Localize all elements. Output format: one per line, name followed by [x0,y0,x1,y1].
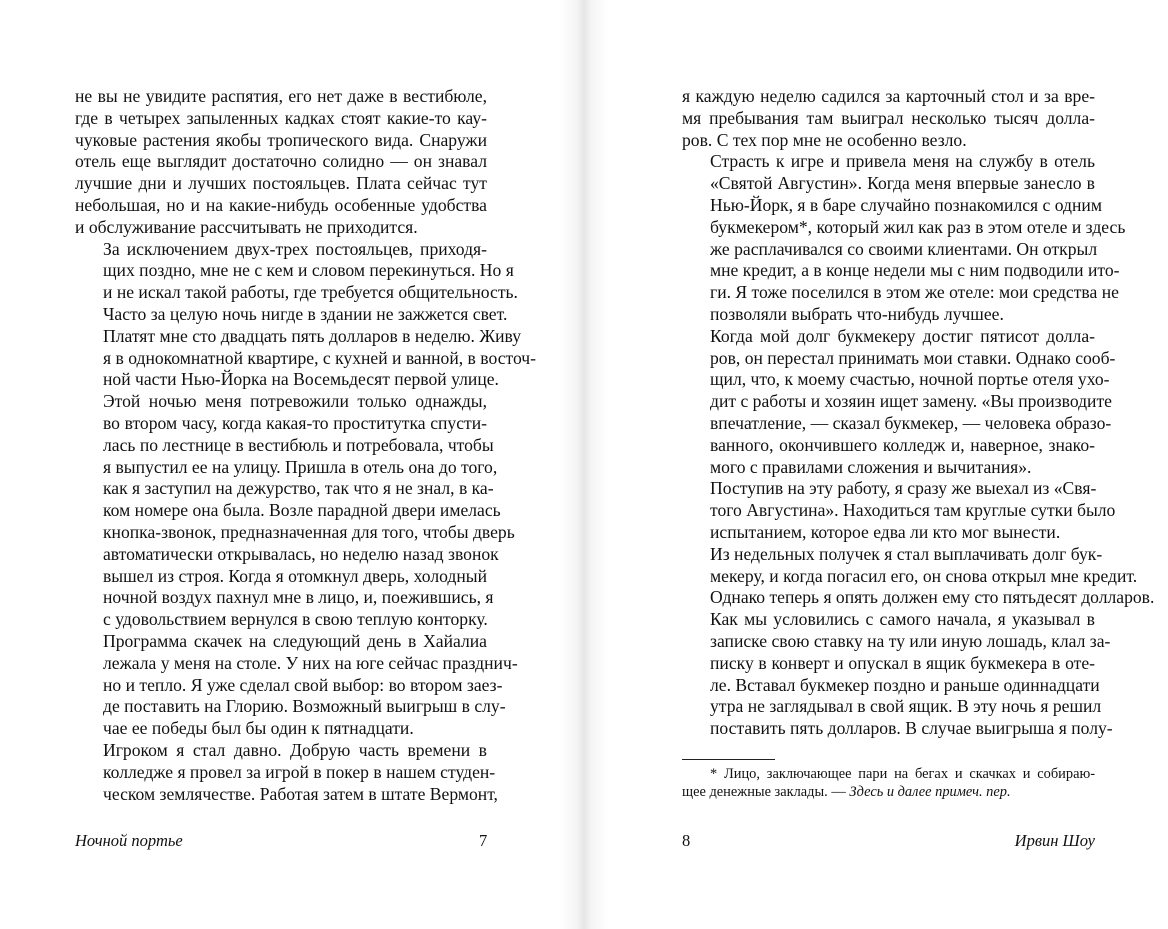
right-page [584,0,1168,929]
right-page-number: 8 [682,831,691,850]
text-line: и не искал такой работы, где требуется общительность. [103,282,518,303]
text-line: Нью-Йорк, я в баре случайно познакомился с одним [710,194,1102,215]
footnote-attribution: Здесь и далее примеч. пер. [849,784,1011,800]
text-line: утра не заглядывал в свой ящик. В эту ночь я решил [710,696,1102,717]
text-line: ванного, окончившего колледж и, наверное, знако- [710,434,1095,455]
text-line: ночной воздух пахнул мне в лицо, и, поежившись, я [103,587,494,608]
text-line: впечатление, — сказал букмекер, — человека образо- [710,412,1112,433]
paragraph [75,391,515,631]
paragraph [75,238,518,326]
text-line: поставить пять долларов. В случае выигрыша я полу- [710,718,1113,739]
text-line: Игроком я стал давно. Добрую часть времени в [103,739,487,760]
footnote-text: щее денежные заклады. — [682,784,850,800]
text-line: «Святой Августин». Когда меня впервые занесло в [710,173,1095,194]
paragraph [682,151,1126,325]
text-line: ров, он перестал принимать мои ставки. Однако сооб- [710,347,1116,368]
text-line: лась по лестнице в вестибюль и потребовала, чтобы [103,434,494,455]
text-line: щих поздно, мне не с кем и словом перекинуться. Но я [103,260,514,281]
text-line: де поставить на Глорию. Возможный выигрыш в слу- [103,696,506,717]
text-line: ров. С тех пор мне не особенно везло. [682,129,967,150]
footnote-separator [682,759,775,760]
left-page-body-text [75,86,537,805]
text-line: щил, что, к моему счастью, ночной портье отеля ухо- [710,369,1110,390]
text-line: с удовольствием вернулся в свою теплую конторку. [103,609,488,630]
footnote-line-2 [682,783,1095,801]
book-gutter-shadow [560,0,608,929]
text-line: но и тепло. Я уже сделал свой выбор: во втором заез- [103,674,503,695]
text-line: где в четырех запыленных кадках стоят какие-то кау- [75,107,487,128]
text-line: не вы не увидите распятия, его нет даже в вестибюле, [75,86,487,106]
text-line: позволяли выбрать что-нибудь лучшее. [710,303,1004,324]
paragraph [682,543,1155,609]
text-line: писку в конверт и опускал в ящик букмекера в оте- [710,652,1095,673]
text-line: же расплачивался со своими клиентами. Он открыл [710,238,1098,259]
left-page-number: 7 [479,831,488,850]
text-line: лучшие дни и лучших постояльцев. Плата сейчас тут [75,173,487,194]
text-line: Однако теперь я опять должен ему сто пятьдесят долларов. [710,587,1155,608]
paragraph [75,325,537,391]
paragraph [75,739,498,805]
text-line: записке свою ставку на ту или иную лошадь, клал за- [710,630,1111,651]
text-line: я каждую неделю садился за карточный стол и за вре- [682,86,1095,106]
text-line: мекеру, и когда погасил его, он снова открыл мне кредит. [710,565,1138,586]
text-line: во втором часу, когда какая-то проститутка спусти- [103,412,487,433]
text-line: Из недельных получек я стал выплачивать долг бук- [710,543,1103,564]
right-page-running-title: Ирвин Шоу [1014,831,1095,850]
text-line: Часто за целую ночь нигде в здании не зажжется свет. [103,303,508,324]
text-line: и обслуживание рассчитывать не приходится. [75,216,418,237]
text-line: Как мы условились с самого начала, я указывал в [710,609,1095,630]
footnote-line-1: * Лицо, заключающее пари на бегах и скачках и собираю- [710,766,1095,782]
left-page-running-title: Ночной портье [75,831,183,850]
text-line: вышел из строя. Когда я отомкнул дверь, холодный [103,565,487,586]
text-line: кнопка-звонок, предназначенная для того, чтобы дверь [103,521,515,542]
text-line: ной части Нью-Йорка на Восемьдесят первой улице. [103,369,499,390]
text-line: ческом землячестве. Работая затем в штате Вермонт, [103,783,498,804]
text-line: букмекером*, который жил как раз в этом отеле и здесь [710,216,1126,237]
right-page-body-text [682,86,1155,740]
text-line: лежала у меня на столе. У них на юге сейчас празднич- [103,652,518,673]
text-line: как я заступил на дежурство, так что я не знал, в ка- [103,478,494,499]
text-line: мне кредит, а в конце недели мы с ним подводили ито- [710,260,1120,281]
text-line: ле. Вставал букмекер поздно и раньше одиннадцати [710,674,1100,695]
paragraph [682,86,1095,151]
text-line: Платят мне сто двадцать пять долларов в неделю. Живу [103,325,522,346]
text-line: Поступив на эту работу, я сразу же выехал из «Свя- [710,478,1097,499]
text-line: чае ее победы был бы один к пятнадцати. [103,718,414,739]
text-line: Страсть к игре и привела меня на службу в отель [710,151,1095,172]
text-line: я в однокомнатной квартире, с кухней и ванной, в восточ- [103,347,537,368]
text-line: ги. Я тоже поселился в этом же отеле: мои средства не [710,282,1119,303]
text-line: чуковые растения якобы тропического вида. Снаружи [75,129,487,150]
paragraph [682,609,1113,740]
paragraph [75,86,487,239]
text-line: испытанием, которое едва ли кто мог вынести. [710,521,1061,542]
text-line: автоматически открывалась, но неделю назад звонок [103,543,499,564]
text-line: мого с правилами сложения и вычитания». [710,456,1032,477]
paragraph [682,478,1116,543]
text-line: За исключением двух-трех постояльцев, приходя- [103,238,487,259]
paragraph [75,630,518,740]
text-line: дит с работы и хозяин ищет замену. «Вы производите [710,391,1112,412]
text-line: Когда мой долг букмекеру достиг пятисот долла- [710,325,1095,346]
text-line: мя пребывания там выиграл несколько тысяч долла- [682,107,1095,128]
text-line: того Августина». Находиться там круглые сутки было [710,500,1116,521]
text-line: Этой ночью меня потревожили только однажды, [103,391,487,412]
text-line: небольшая, но и на какие-нибудь особенные удобства [75,194,487,215]
text-line: отель еще выглядит достаточно солидно — он знавал [75,151,487,172]
text-line: ком номере она была. Возле парадной двери имелась [103,500,501,521]
paragraph [682,325,1116,479]
text-line: Программа скачек на следующий день в Хайалиа [103,630,487,651]
footnote [682,765,1095,801]
text-line: колледже я провел за игрой в покер в нашем студен- [103,761,496,782]
text-line: я выпустил ее на улицу. Пришла в отель она до того, [103,456,498,477]
